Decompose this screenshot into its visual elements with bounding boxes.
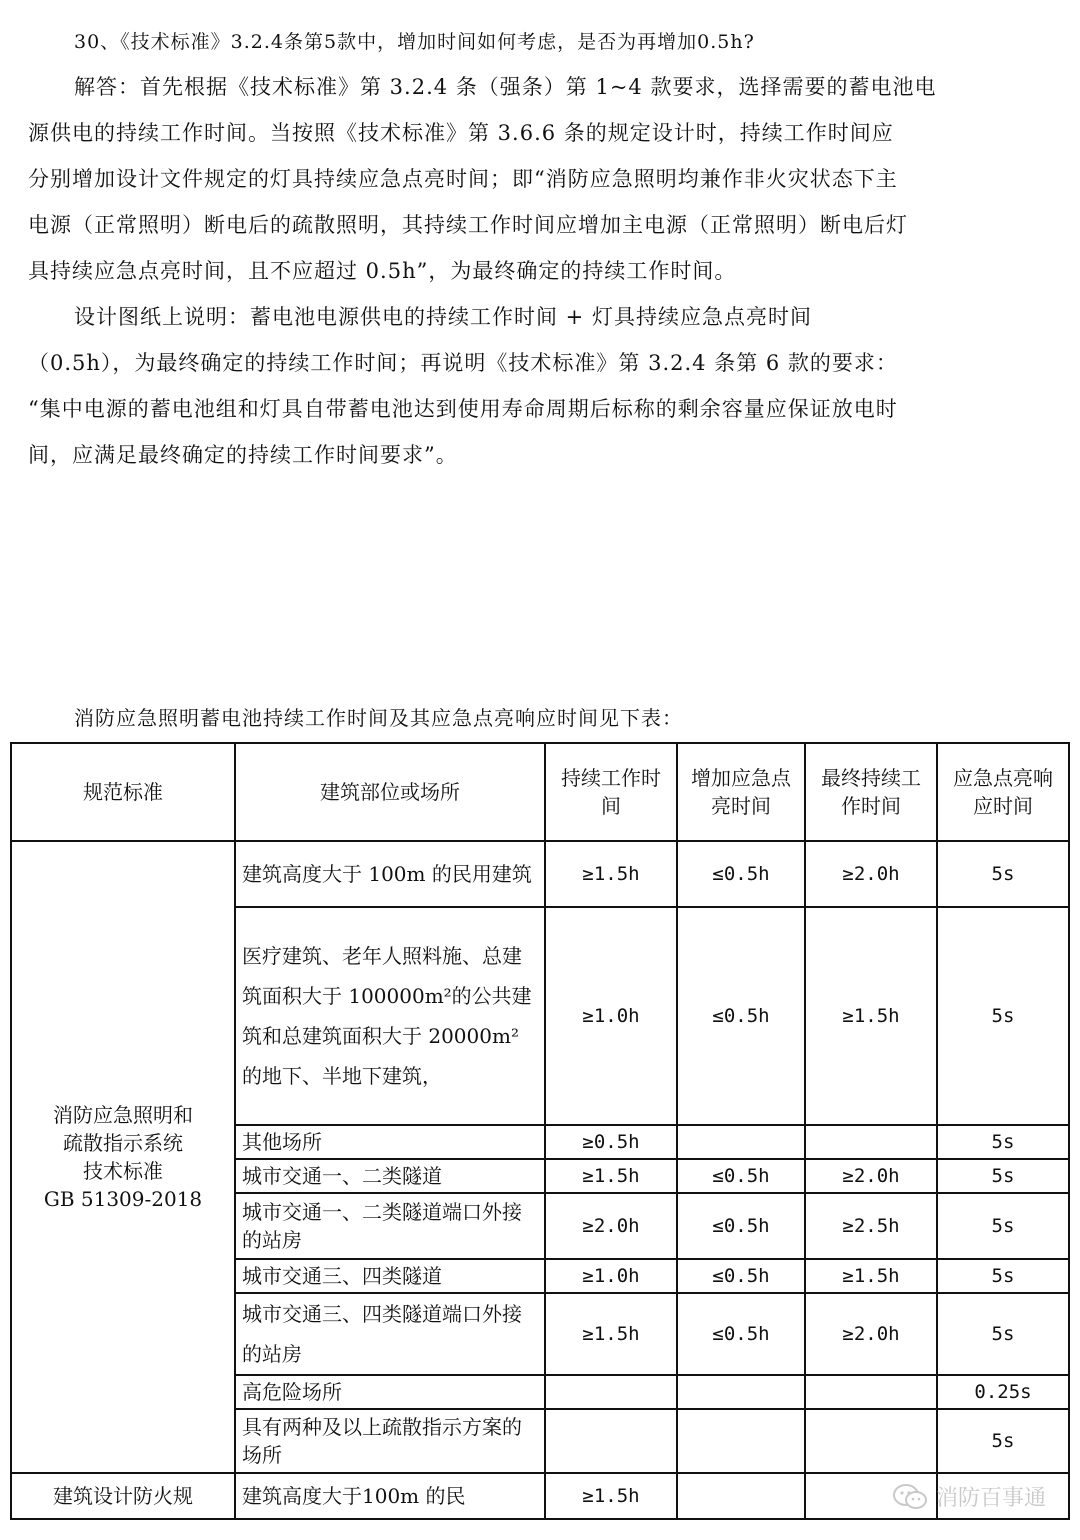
final-cell <box>805 1125 937 1159</box>
header-response: 应急点亮响应时间 <box>937 743 1069 841</box>
final-cell: ≥1.5h <box>805 1259 937 1293</box>
standard-line: 消防应急照明和 <box>53 1103 193 1127</box>
added-cell <box>677 1409 805 1473</box>
duration-cell <box>545 1409 677 1473</box>
place-cell: 医疗建筑、老年人照料施、总建筑面积大于 100000m²的公共建筑和总建筑面积大于 20000m²的地下、半地下建筑， <box>235 907 545 1125</box>
watermark-text: 消防百事通 <box>935 1486 1046 1511</box>
table-row <box>11 841 1069 907</box>
design-note-line: “集中电源的蓄电池组和灯具自带蓄电池达到使用寿命周期后标称的剩余容量应保证放电时 <box>28 397 898 421</box>
duration-cell: ≥1.0h <box>545 907 677 1125</box>
watermark <box>892 1481 1046 1512</box>
added-cell: ≤0.5h <box>677 1293 805 1375</box>
duration-cell: ≥1.5h <box>545 1159 677 1193</box>
duration-cell: ≥0.5h <box>545 1125 677 1159</box>
response-cell: 5s <box>937 907 1069 1125</box>
article-text <box>28 20 1058 478</box>
design-note-line: 设计图纸上说明：蓄电池电源供电的持续工作时间 + 灯具持续应急点亮时间 <box>74 305 812 329</box>
response-cell: 5s <box>937 1125 1069 1159</box>
place-cell: 其他场所 <box>235 1125 545 1159</box>
response-cell: 5s <box>937 1159 1069 1193</box>
table-caption: 消防应急照明蓄电池持续工作时间及其应急点亮响应时间见下表： <box>74 706 683 730</box>
duration-cell: ≥1.0h <box>545 1259 677 1293</box>
table-header-row <box>11 743 1069 841</box>
response-cell: 5s <box>937 841 1069 907</box>
standard-line: 疏散指示系统 <box>63 1131 183 1155</box>
final-cell: ≥2.5h <box>805 1193 937 1259</box>
response-cell: 5s <box>937 1193 1069 1259</box>
standard-line: GB 51309-2018 <box>43 1187 203 1211</box>
duration-cell: ≥2.0h <box>545 1193 677 1259</box>
final-cell: ≥2.0h <box>805 1159 937 1193</box>
standard-line: 技术标准 <box>83 1159 163 1183</box>
header-added: 增加应急点亮时间 <box>677 743 805 841</box>
final-cell: ≥2.0h <box>805 1293 937 1375</box>
place-cell: 城市交通一、二类隧道 <box>235 1159 545 1193</box>
response-cell: 0.25s <box>937 1375 1069 1409</box>
final-cell <box>805 1375 937 1409</box>
added-cell: ≤0.5h <box>677 841 805 907</box>
place-cell: 城市交通三、四类隧道端口外接的站房 <box>235 1293 545 1375</box>
final-cell: ≥2.0h <box>805 841 937 907</box>
added-cell: ≤0.5h <box>677 907 805 1125</box>
answer-line: 源供电的持续工作时间。当按照《技术标准》第 3.6.6 条的规定设计时，持续工作时间应 <box>28 121 894 145</box>
duration-cell: ≥1.5h <box>545 841 677 907</box>
place-cell: 建筑高度大于100m 的民 <box>235 1473 545 1519</box>
design-note-line: 间，应满足最终确定的持续工作时间要求”。 <box>28 443 458 467</box>
duration-cell: ≥1.5h <box>545 1473 677 1519</box>
header-standard: 规范标准 <box>11 743 235 841</box>
empty-cell <box>677 1473 805 1519</box>
added-cell: ≤0.5h <box>677 1159 805 1193</box>
added-cell: ≤0.5h <box>677 1193 805 1259</box>
final-cell <box>805 1409 937 1473</box>
added-cell <box>677 1125 805 1159</box>
standard-cell-gb50016: 建筑设计防火规 <box>11 1473 235 1519</box>
answer-line: 具持续应急点亮时间，且不应超过 0.5h”，为最终确定的持续工作时间。 <box>28 259 737 283</box>
answer-line: 电源（正常照明）断电后的疏散照明，其持续工作时间应增加主电源（正常照明）断电后灯 <box>28 213 908 237</box>
response-cell: 5s <box>937 1259 1069 1293</box>
design-note-line: （0.5h），为最终确定的持续工作时间；再说明《技术标准》第 3.2.4 条第 6 款的要求： <box>28 351 898 375</box>
question-30: 30、《技术标准》3.2.4条第5款中，增加时间如何考虑，是否为再增加0.5h? <box>74 31 755 53</box>
duration-cell: ≥1.5h <box>545 1293 677 1375</box>
added-cell <box>677 1375 805 1409</box>
place-cell: 具有两种及以上疏散指示方案的场所 <box>235 1409 545 1473</box>
header-final: 最终持续工作时间 <box>805 743 937 841</box>
wechat-icon <box>892 1483 928 1511</box>
response-cell: 5s <box>937 1293 1069 1375</box>
standard-cell-gb51309 <box>11 841 235 1473</box>
answer-line: 分别增加设计文件规定的灯具持续应急点亮时间；即“消防应急照明均兼作非火灾状态下主 <box>28 167 898 191</box>
added-cell: ≤0.5h <box>677 1259 805 1293</box>
battery-duration-table <box>10 742 1070 1520</box>
header-place: 建筑部位或场所 <box>235 743 545 841</box>
duration-cell <box>545 1375 677 1409</box>
place-cell: 高危险场所 <box>235 1375 545 1409</box>
place-cell: 建筑高度大于 100m 的民用建筑 <box>235 841 545 907</box>
header-duration: 持续工作时间 <box>545 743 677 841</box>
answer-line: 解答：首先根据《技术标准》第 3.2.4 条（强条）第 1~4 款要求，选择需要的蓄电池电 <box>74 75 937 99</box>
response-cell: 5s <box>937 1409 1069 1473</box>
final-cell: ≥1.5h <box>805 907 937 1125</box>
place-cell: 城市交通三、四类隧道 <box>235 1259 545 1293</box>
place-cell: 城市交通一、二类隧道端口外接的站房 <box>235 1193 545 1259</box>
